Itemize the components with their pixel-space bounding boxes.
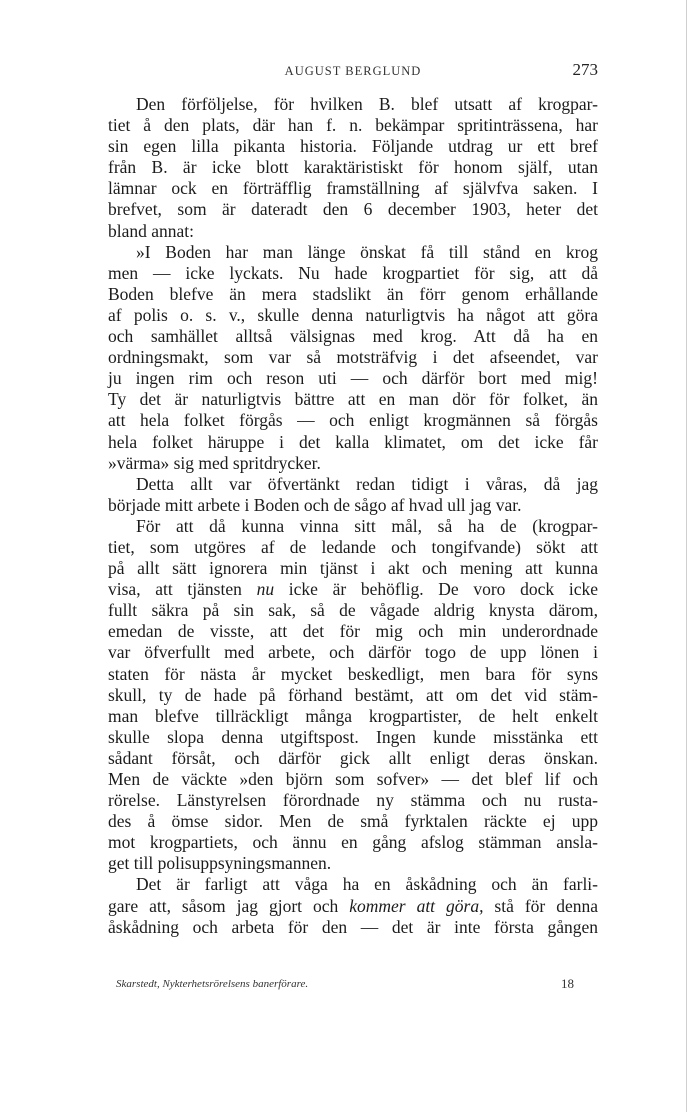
text-line: att hela folket förgås — och enligt krogmännen så förgås	[108, 410, 598, 431]
text-line: men — icke lyckats. Nu hade krogpartiet för sig, att då	[108, 262, 598, 283]
page-number: 273	[572, 60, 598, 79]
printer-signature: Skarstedt, Nykterhetsrörelsens banerförare.	[116, 978, 309, 990]
text-line: sin egen lilla pikanta historia. Följande utdrag ur ett bref	[108, 136, 598, 157]
text-line: ordningsmakt, som var så motsträfvig i det afseendet, var	[108, 347, 598, 368]
text-segment: gare att, såsom jag gjort och	[108, 895, 350, 916]
text-line: från B. är icke blott karaktäristiskt för honom själf, utan	[108, 157, 598, 178]
text-line: rörelse. Länstyrelsen förordnade ny stämma och nu rusta-	[108, 790, 598, 811]
sheet-number: 18	[561, 976, 574, 991]
text-segment: icke är behöflig. De voro dock icke	[274, 579, 598, 600]
text-line: och samhället alltså välsignas med krog. Att då ha en	[108, 326, 598, 347]
text-line: Det är farligt att våga ha en åskådning och än farli-	[136, 874, 598, 895]
text-line: staten för nästa år mycket beskedligt, men bara för syns	[108, 663, 598, 684]
text-line: skulle slopa denna utgiftspost. Ingen kunde misstänka ett	[108, 726, 598, 747]
text-line: på allt sätt ignorera min tjänst i akt och mening att kunna	[108, 558, 598, 579]
text-line: emedan de visste, att det för mig och min underordnade	[108, 621, 598, 642]
text-line: Den förföljelse, för hvilken B. blef utsatt af krogpar-	[136, 94, 598, 114]
text-line: tiet, som utgöres af de ledande och tongifvande) sökt att	[108, 536, 598, 557]
body-text	[108, 94, 598, 938]
text-line: af polis o. s. v., skulle denna naturligtvis ha något att göra	[108, 304, 598, 325]
page-footer	[108, 978, 598, 996]
text-segment: visa, att tjänsten	[108, 579, 257, 600]
text-line: des å ömse sidor. Men de små fyrktalen räckte ej upp	[108, 811, 598, 832]
text-line: fullt säkra på sin sak, så de vågade aldrig knysta därom,	[108, 600, 598, 621]
italic-segment: nu	[256, 579, 275, 600]
text-line: bland annat:	[108, 220, 195, 241]
text-line: Men de väckte »den björn som sofver» — det blef lif och	[108, 769, 598, 789]
text-line: hela folket häruppe i det kalla klimatet, om det icke får	[108, 431, 598, 452]
text-line: Detta allt var öfvertänkt redan tidigt i våras, då jag	[136, 473, 598, 494]
text-segment: stå för denna	[483, 895, 598, 916]
text-line: sådant försåt, och därför gick allt enligt deras önskan.	[108, 747, 598, 768]
text-line: skull, ty de hade på förhand bestämt, att om det vid stäm-	[108, 684, 598, 705]
text-line: ju ingen rim och reson uti — och därför bort med mig!	[108, 368, 598, 389]
text-line: var öfverfullt med arbete, och därför togo de upp lönen i	[108, 642, 598, 663]
page-header	[108, 60, 598, 84]
text-line: mot krogpartiets, och ännu en gång afslog stämman ansla-	[108, 832, 598, 853]
text-line: åskådning och arbeta för den — det är inte första gången	[108, 916, 598, 937]
text-line: Ty det är naturligtvis bättre att en man dör för folket, än	[108, 389, 598, 410]
running-head: AUGUST BERGLUND	[284, 64, 422, 78]
text-line: tiet å den plats, där han f. n. bekämpar spritinträssena, har	[108, 115, 598, 136]
text-line: började mitt arbete i Boden och de sågo af hvad ull jag var.	[108, 494, 522, 515]
text-line: »I Boden har man länge önskat få till stånd en krog	[136, 241, 598, 262]
italic-segment: kommer att göra,	[349, 895, 484, 916]
text-line: man blefve tillräckligt många krogpartister, de helt enkelt	[108, 705, 598, 726]
text-line: För att då kunna vinna sitt mål, så ha de (krogpar-	[136, 515, 598, 536]
text-line	[108, 579, 598, 600]
text-line: get till polisuppsyningsmannen.	[108, 853, 332, 874]
text-line: lämnar ock en förträfflig framställning af självfva saken. I	[108, 178, 598, 199]
text-line: »värma» sig med spritdrycker.	[108, 452, 321, 473]
text-line	[108, 896, 598, 917]
text-line: brefvet, som är dateradt den 6 december 1903, heter det	[108, 199, 598, 220]
page-edge-line	[686, 0, 687, 1112]
text-line: Boden blefve än mera stadslikt än förr genom erhållande	[108, 283, 598, 304]
